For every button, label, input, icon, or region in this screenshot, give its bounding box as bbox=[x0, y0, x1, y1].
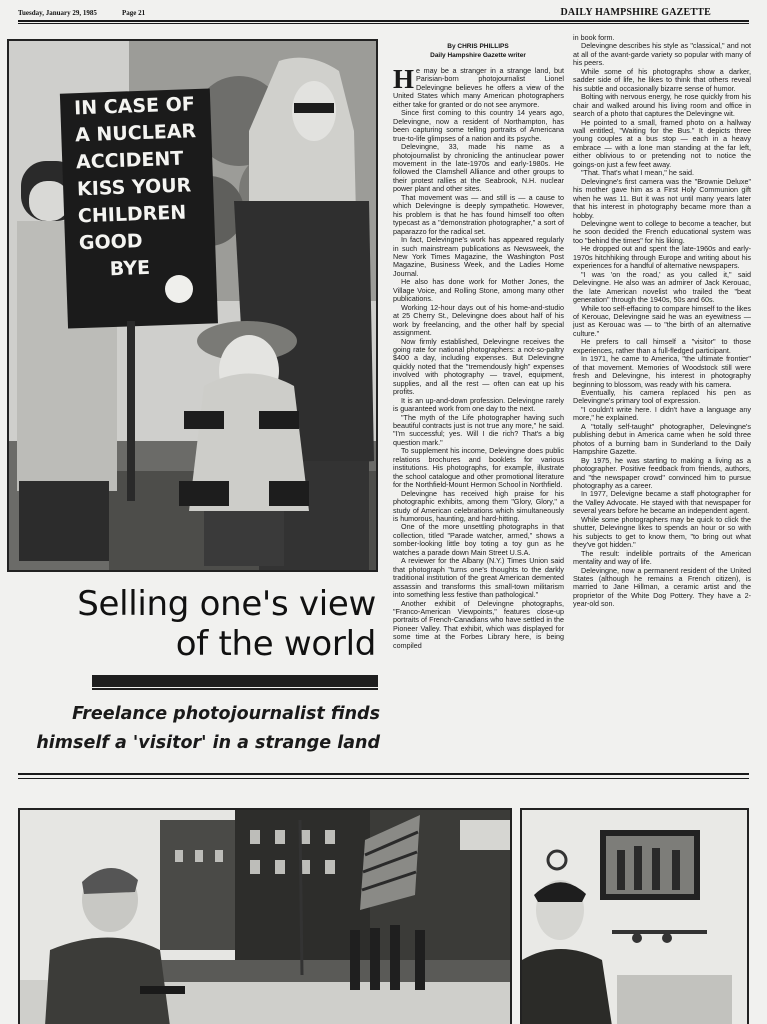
page-number: Page 21 bbox=[122, 9, 146, 17]
newspaper-name: DAILY HAMPSHIRE GAZETTE bbox=[560, 7, 711, 18]
dek-rule bbox=[92, 675, 378, 687]
article-column-2 bbox=[573, 34, 751, 756]
article-paragraph: That movement was — and still is — a cause to which Delevingne is deeply sympathetic. However, his problem is that he has found himself too often typecast as a "demonstration photographer," a sort of paparazzo for the radical set. bbox=[393, 192, 564, 236]
masthead-rule bbox=[18, 20, 749, 22]
sign-line: A NUCLEAR bbox=[74, 120, 197, 147]
article-paragraph: He dropped out and spent the late-1960s and early-1970s hitchhiking through Europe and writing about his experiences for a handful of alternative newspapers. bbox=[573, 244, 751, 271]
drop-cap: H bbox=[393, 67, 415, 94]
article-paragraph: Since first coming to this country 14 years ago, Delevingne, now a resident of Northampton, has been capturing some telling portraits of Americana true-to-life glimpses of a nation and its psyche. bbox=[393, 108, 564, 143]
article-paragraph: Eventually, his camera replaced his pen as Delevingne's primary tool of expression. bbox=[573, 388, 751, 406]
section-rule-thin bbox=[18, 778, 749, 779]
article-paragraph: The result: indelible portraits of the American mentality and way of life. bbox=[573, 548, 751, 567]
article-paragraph: He prefers to call himself a "visitor" to those experiences, rather than a full-fledged participant. bbox=[573, 337, 751, 355]
subheadline-line-2: himself a 'visitor' in a strange land bbox=[36, 733, 380, 753]
sign-line: IN CASE OF bbox=[73, 93, 196, 120]
article-paragraph: "That. That's what I mean," he said. bbox=[581, 168, 695, 178]
parade-photo-graphic bbox=[20, 810, 510, 1024]
sign-line: ACCIDENT bbox=[75, 147, 184, 174]
headline bbox=[18, 584, 376, 664]
main-photo bbox=[7, 39, 378, 572]
article-paragraph: In 1971, he came to America, "the ultimate frontier" of that movement. Memories of Woodstock still were fresh and Delevingne, his interest in photography beginning to blossom, was ready with his camera. bbox=[573, 354, 751, 389]
article-paragraph: Delevingne's first camera was the "Brownie Deluxe" his mother gave him as a First Holy Communion gift when he was 11. But it was not until many years later that his interest in photography became more than a hobby. bbox=[573, 176, 751, 220]
sign-line: BYE bbox=[109, 256, 151, 281]
article-column-1 bbox=[393, 67, 564, 752]
byline bbox=[393, 42, 563, 60]
parade-photo bbox=[18, 808, 512, 1024]
portrait-photo bbox=[520, 808, 749, 1024]
headline-line-2: of the world bbox=[175, 624, 376, 664]
article-paragraph: Another exhibit of Delevingne photographs, "Franco-American Viewpoints," features close-up portraits of French-Canadians who have settled in the Pioneer Valley. That exhibit, which was displayed for some time at the Forbes Library here, is being compiled bbox=[393, 598, 564, 650]
masthead-rule-thin bbox=[18, 23, 749, 24]
article-paragraph: While too self-effacing to compare himself to the likes of Kerouac, Delevingne said he was an eyewitness — just as Kerouac was — to "the birth of an alternative culture." bbox=[573, 303, 751, 338]
article-paragraph: He also has done work for Mother Jones, the Village Voice, and Rolling Stone, among many other publications. bbox=[393, 277, 564, 304]
article-paragraph: Working 12-hour days out of his home-and-studio at 25 Cherry St., Delevingne does about half of his work by freelancing, and the other half by special assignment. bbox=[393, 302, 564, 338]
article-paragraph: "I was 'on the road,' as you called it," said Delevingne. He also was an admirer of Jack Kerouac, the late American novelist who trailed the "beat generation" through the 1940s, 50s and 60s. bbox=[573, 269, 751, 305]
protest-sign-text bbox=[66, 90, 223, 284]
masthead bbox=[18, 6, 749, 20]
article-paragraph: He may be a stranger in a strange land, but Parisian-born photojournalist Lionel Delevingne believes he offers a view of the United States which many American photographers either take for granted or do not see anymore. bbox=[393, 67, 564, 109]
article-paragraph: A "totally self-taught" photographer, Delevingne's publishing debut in America came when he sold three photos of a burning barn in Sunderland to the Daily Hampshire Gazette. bbox=[573, 421, 751, 457]
article-paragraph: It is an up-and-down profession. Delevingne rarely is guaranteed work from one day to the next. bbox=[393, 395, 564, 414]
section-rule bbox=[18, 773, 749, 775]
subheadline-line-1: Freelance photojournalist finds bbox=[72, 704, 380, 724]
sign-line: GOOD bbox=[78, 230, 143, 255]
portrait-photo-graphic bbox=[522, 810, 747, 1024]
subheadline bbox=[18, 700, 380, 758]
article-paragraph: He pointed to a small, framed photo on a hallway wall entitled, "Waiting for the Bus." It depicts three young couples at a bus stop — each in a heavy embrace — with a lone man standing at the far left, either oblivious to or pretending not to notice the goings-on just a few feet away. bbox=[573, 117, 751, 169]
article-paragraph: In 1977, Delevigne became a staff photographer for the Valley Advocate. He stayed with that newspaper for several years before he became an independent agent. bbox=[573, 489, 751, 516]
article-paragraph: A reviewer for the Albany (N.Y.) Times Union said that photograph "turns one's thoughts to the darkly traditional institution of the great American demented assassin and transforms this small-town militarism into something less festive than pathological." bbox=[393, 556, 564, 600]
article-paragraph: To supplement his income, Delevingne does public relations brochures and booklets for various institutions. His photographs, for example, illustrate the school catalogue and other promotional literature for the Northfield-Mount Hermon School in Northfield. bbox=[393, 446, 564, 490]
article-paragraph: Delevingne, now a permanent resident of the United States (although he remains a French citizen), is married to Jane Hillman, a ceramic artist and the proprietor of the White Dog Pottery. They have a 2-year-old son. bbox=[573, 565, 751, 609]
article-paragraph: Bolting with nervous energy, he rose quickly from his chair and walked around his living room and office in search of a photo that captures the Delevingne wit. bbox=[573, 92, 751, 119]
issue-date: Tuesday, January 29, 1985 bbox=[18, 9, 97, 17]
article-paragraph: By 1975, he was starting to making a living as a photographer. Positive feedback from friends, authors, and "the newspaper crowd" convinced him to pursue photography as a career. bbox=[573, 455, 751, 491]
article-paragraph: Delevingne, 33, made his name as a photojournalist by chronicling the antinuclear power movement in the late-1970s and early-1980s. He followed the Clamshell Alliance and other groups to their protest rallies at the Seabrook, N.H. nuclear power plant and other sites. bbox=[393, 142, 564, 194]
article-paragraph: Delevingne has received high praise for his photographic exhibits, among them "Glory, Glory," a study of American celebrations which simultaneously is humorous, haunting, and hard-hitting. bbox=[393, 488, 564, 524]
byline-name: By CHRIS PHILLIPS bbox=[447, 43, 509, 50]
article-paragraph: Delevingne went to college to become a teacher, but he soon decided the French educational system was too "behind the times" for his liking. bbox=[573, 218, 751, 245]
byline-title: Daily Hampshire Gazette writer bbox=[430, 52, 526, 59]
article-paragraph: While some of his photographs show a darker, sadder side of life, he likes to think that others reveal his subtle and occasionally bizarre sense of humor. bbox=[573, 66, 751, 93]
sign-line: CHILDREN bbox=[77, 201, 187, 228]
article-paragraph: Delevingne describes his style as "classical," and not at all of the avant-garde variety so popular with many of his peers. bbox=[573, 41, 751, 68]
article-paragraph: "The myth of the Life photographer having such beautiful contracts just is not true any more," he said. "I'm successful; yes. Will I die rich? That's a big question mark." bbox=[393, 412, 564, 447]
article-paragraph: "I couldn't write here. I didn't have a language any more," he explained. bbox=[573, 404, 751, 423]
article-paragraph: Now firmly established, Delevingne receives the going rate for national photographers: a not-so-paltry $400 a day, including expenses. But Delevingne quickly noted that the "tremendously high" expenses involved with photography — travel, equipment, supplies, and all the rest — often can eat up his profits. bbox=[393, 336, 564, 397]
article-paragraph: One of the more unsettling photographs in that collection, titled "Parade watcher, armed," shows a somber-looking little boy toting a toy gun as he watches a parade down Main Street U.S.A. bbox=[393, 522, 564, 557]
sign-line: KISS YOUR bbox=[76, 174, 192, 201]
article-paragraph: In fact, Delevingne's work has appeared regularly in such mainstream publications as Newsweek, the New York Times Magazine, the Washington Post Magazine, Business Week, and the Ladies Home Journal. bbox=[393, 235, 564, 278]
article-paragraph: While some photographers may be quick to click the shutter, Delevingne likes to spends an hour or so with his subjects to get to know them, "to bring out what they've got hidden." bbox=[573, 514, 751, 550]
headline-line-1: Selling one's view bbox=[77, 584, 376, 624]
dek-rule-thin bbox=[92, 688, 378, 690]
article-paragraph: in book form. bbox=[573, 34, 615, 42]
